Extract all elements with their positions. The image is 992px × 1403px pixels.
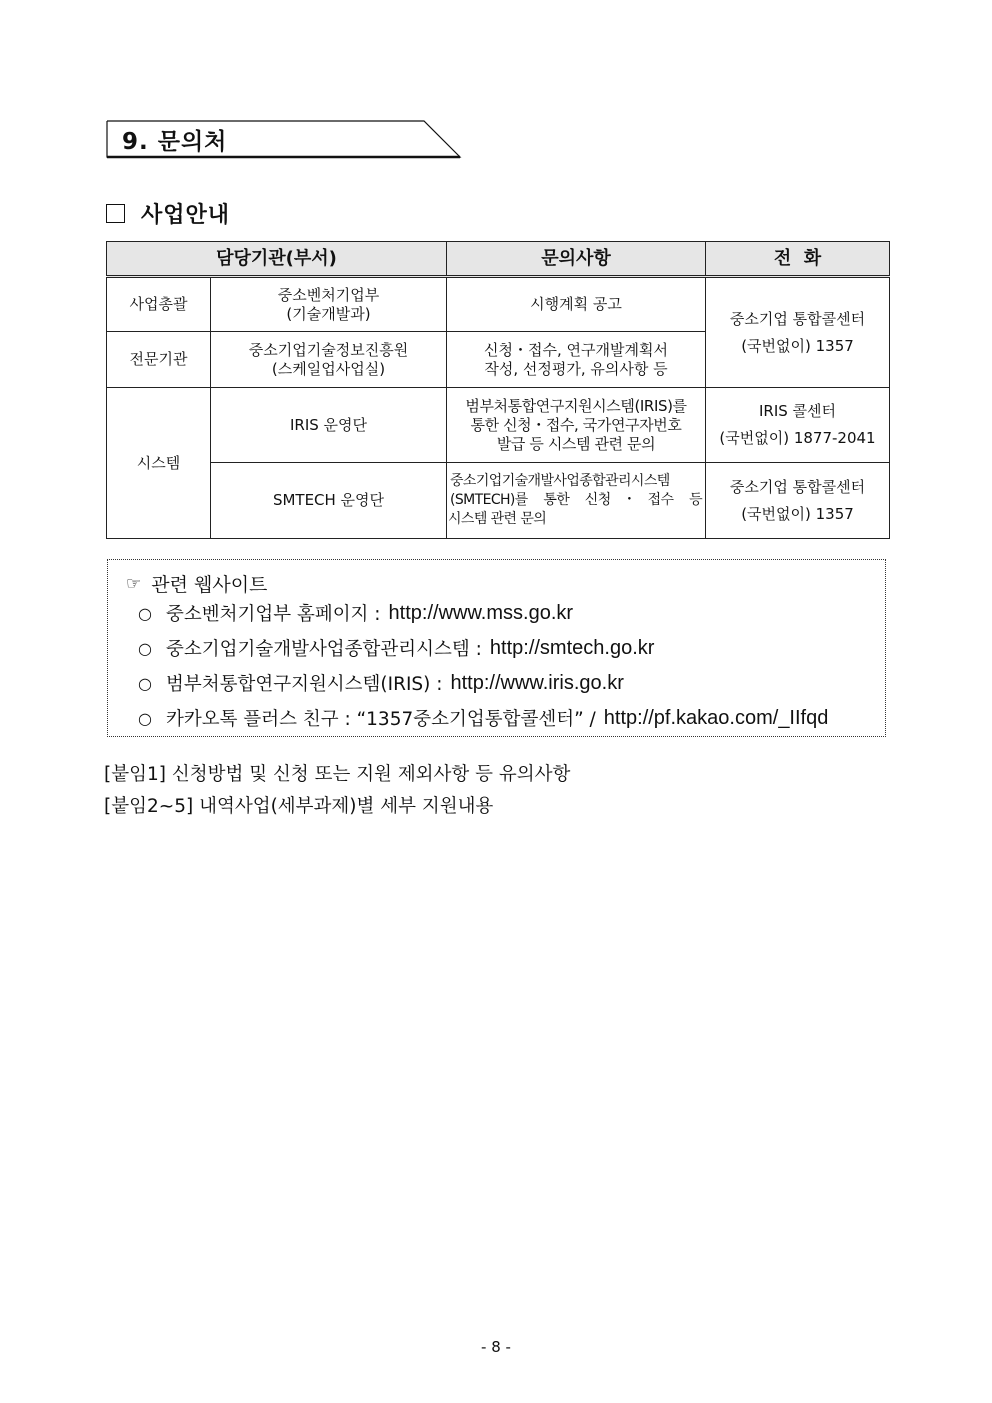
phone-cell: 중소기업 통합콜센터 (국번없이) 1357 [706, 277, 890, 388]
list-item [138, 635, 654, 661]
row-category: 사업총괄 [107, 277, 211, 332]
row-category: 전문기관 [107, 332, 211, 388]
page-number: - 8 - [481, 1338, 511, 1356]
section-heading [106, 120, 462, 158]
circle-bullet-icon: ○ [138, 603, 152, 623]
list-item [138, 600, 573, 626]
inquiry-line: 중소기업기술개발사업종합관리시스템 [450, 473, 670, 489]
list-item [138, 705, 828, 731]
row-inquiry: 범부처통합연구지원시스템(IRIS)를 통한 신청・접수, 국가연구자번호 발급 등 시스템 관련 문의 [447, 388, 706, 463]
table-row [107, 463, 890, 539]
websites-heading [126, 570, 267, 597]
site-link[interactable]: http://pf.kakao.com/_IIfqd [603, 706, 829, 729]
table-row [107, 388, 890, 463]
inquiry-line: 시스템 관련 문의 [448, 511, 547, 527]
row-org: IRIS 운영단 [211, 388, 447, 463]
subsection-title: 사업안내 [141, 202, 231, 228]
site-label: 카카오톡 플러스 친구 : “1357중소기업통합콜센터” / [165, 709, 596, 730]
site-label: 범부처통합연구지원시스템(IRIS) : [165, 674, 443, 695]
row-inquiry [447, 463, 706, 539]
circle-bullet-icon: ○ [138, 638, 152, 658]
attachment-note-1: [붙임1] 신청방법 및 신청 또는 지원 제외사항 등 유의사항 [104, 764, 571, 785]
phone-cell: IRIS 콜센터 (국번없이) 1877-2041 [706, 388, 890, 463]
related-websites-box [107, 559, 886, 737]
phone-cell: 중소기업 통합콜센터 (국번없이) 1357 [706, 463, 890, 539]
header-phone: 전 화 [706, 242, 890, 277]
table-row [107, 277, 890, 332]
list-item [138, 670, 624, 696]
row-inquiry: 신청・접수, 연구개발계획서 작성, 선정평가, 유의사항 등 [447, 332, 706, 388]
subsection-heading [106, 198, 230, 228]
inquiry-line: (SMTECH)를 통한 신청・접수 등 [450, 492, 702, 508]
site-label: 중소벤처기업부 홈페이지 : [165, 604, 381, 625]
section-title: 9. 문의처 [122, 129, 228, 155]
row-org: SMTECH 운영단 [211, 463, 447, 539]
site-link[interactable]: http://www.mss.go.kr [388, 601, 574, 624]
header-org: 담당기관(부서) [107, 242, 447, 277]
circle-bullet-icon: ○ [138, 673, 152, 693]
site-label: 중소기업기술개발사업종합관리시스템 : [165, 639, 482, 660]
row-inquiry: 시행계획 공고 [447, 277, 706, 332]
circle-bullet-icon: ○ [138, 708, 152, 728]
contact-table [106, 241, 890, 539]
header-inquiry: 문의사항 [447, 242, 706, 277]
square-bullet-icon [106, 204, 125, 223]
attachment-note-2: [붙임2~5] 내역사업(세부과제)별 세부 지원내용 [104, 796, 494, 817]
pointing-hand-icon: ☜ [126, 573, 142, 594]
site-link[interactable]: http://smtech.go.kr [489, 636, 655, 659]
row-org: 중소기업기술정보진흥원 (스케일업사업실) [211, 332, 447, 388]
row-category: 시스템 [107, 388, 211, 539]
site-link[interactable]: http://www.iris.go.kr [450, 671, 624, 694]
table-header-row [107, 242, 890, 277]
websites-heading-label: 관련 웹사이트 [151, 574, 268, 596]
row-org: 중소벤처기업부 (기술개발과) [211, 277, 447, 332]
